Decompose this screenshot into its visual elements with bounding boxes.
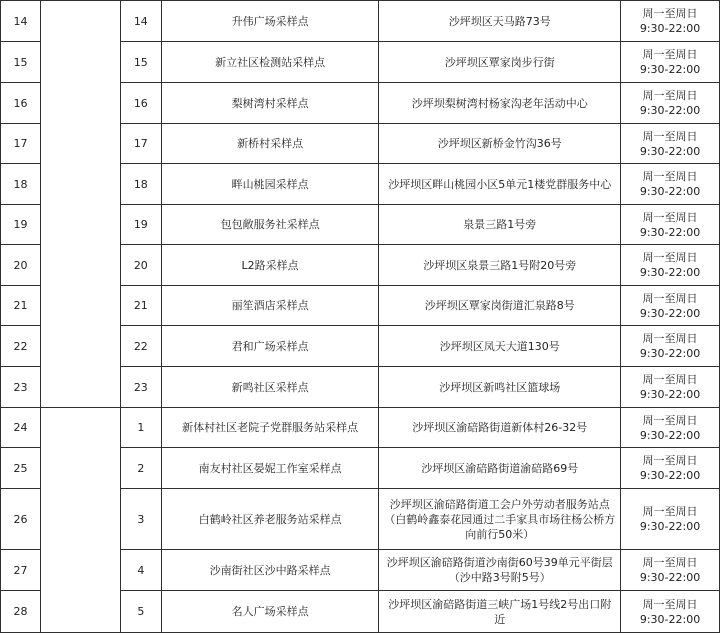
hours-days: 周一至周日 — [642, 373, 698, 386]
hours-time: 9:30-22:00 — [639, 612, 701, 626]
site-name-cell: L2路采样点 — [161, 245, 379, 286]
hours-time: 9:30-22:00 — [639, 144, 701, 158]
row-number-cell: 27 — [1, 550, 41, 591]
table-row — [1, 367, 720, 408]
sub-number-cell: 4 — [120, 550, 161, 591]
site-name-cell: 白鹤岭社区养老服务站采样点 — [161, 489, 379, 550]
sub-number-cell: 3 — [120, 489, 161, 550]
hours-days: 周一至周日 — [642, 210, 698, 224]
site-name-cell: 新桥村采样点 — [161, 124, 379, 164]
table-row — [1, 448, 720, 489]
table-row — [1, 489, 720, 550]
group-cell — [40, 164, 120, 205]
hours-days: 周一至周日 — [642, 597, 698, 611]
address-cell: 沙坪坝区渝碚路街道工会户外劳动者服务站点（白鹤岭鑫泰花园通过二手家具市场往杨公桥方向前行50米） — [379, 489, 621, 550]
hours-time: 9:30-22:00 — [639, 104, 701, 117]
group-cell — [40, 591, 120, 633]
site-name-cell: 新体村社区老院子党群服务站采样点 — [161, 408, 379, 448]
address-cell: 沙坪坝区新桥金竹沟36号 — [379, 124, 621, 164]
table-row — [1, 205, 720, 245]
address-cell: 沙坪坝区泉景三路1号附20号旁 — [379, 245, 621, 286]
hours-cell — [621, 367, 720, 408]
address-cell: 沙坪坝区渝碚路街道三峡广场1号线2号出口附近 — [379, 591, 621, 633]
row-number-cell: 14 — [1, 1, 41, 42]
table-row — [1, 286, 720, 326]
site-name-cell: 名人广场采样点 — [161, 591, 379, 633]
site-name-cell: 畔山桃园采样点 — [161, 164, 379, 205]
table-row — [1, 550, 720, 591]
hours-cell — [621, 408, 720, 448]
table-row — [1, 42, 720, 83]
sub-number-cell: 16 — [120, 83, 161, 124]
table-row — [1, 1, 720, 42]
address-cell: 沙坪坝区渝碚路街道沙南街60号39单元平街层（沙中路3号附5号） — [379, 550, 621, 591]
table-row — [1, 164, 720, 205]
site-name-cell: 丽笙酒店采样点 — [161, 286, 379, 326]
row-number-cell: 18 — [1, 164, 41, 205]
hours-time: 9:30-22:00 — [639, 266, 701, 279]
hours-days: 周一至周日 — [642, 251, 698, 264]
hours-time: 9:30-22:00 — [639, 571, 701, 584]
hours-days: 周一至周日 — [642, 505, 698, 518]
table-row — [1, 124, 720, 164]
hours-time: 9:30-22:00 — [639, 185, 701, 198]
address-cell: 沙坪坝区畔山桃园小区5单元1楼党群服务中心 — [379, 164, 621, 205]
sub-number-cell: 23 — [120, 367, 161, 408]
hours-days: 周一至周日 — [642, 170, 698, 183]
sub-number-cell: 14 — [120, 1, 161, 42]
hours-days: 周一至周日 — [642, 291, 698, 305]
address-cell: 沙坪坝区覃家岗步行街 — [379, 42, 621, 83]
row-number-cell: 20 — [1, 245, 41, 286]
hours-time: 9:30-22:00 — [639, 347, 701, 360]
group-cell — [40, 286, 120, 326]
hours-cell — [621, 448, 720, 489]
hours-days: 周一至周日 — [642, 332, 698, 345]
address-cell: 沙坪坝区渝碚路街道新体村26-32号 — [379, 408, 621, 448]
sub-number-cell: 20 — [120, 245, 161, 286]
hours-days: 周一至周日 — [642, 454, 698, 467]
hours-time: 9:30-22:00 — [639, 306, 701, 320]
hours-time: 9:30-22:00 — [639, 520, 701, 533]
hours-days: 周一至周日 — [642, 556, 698, 569]
group-cell — [40, 326, 120, 367]
address-cell: 沙坪坝梨树湾村杨家沟老年活动中心 — [379, 83, 621, 124]
hours-time: 9:30-22:00 — [639, 63, 701, 76]
address-cell: 泉景三路1号旁 — [379, 205, 621, 245]
row-number-cell: 23 — [1, 367, 41, 408]
sub-number-cell: 15 — [120, 42, 161, 83]
sub-number-cell: 5 — [120, 591, 161, 633]
hours-cell — [621, 489, 720, 550]
sub-number-cell: 21 — [120, 286, 161, 326]
hours-days: 周一至周日 — [642, 129, 698, 143]
hours-time: 9:30-22:00 — [639, 388, 701, 401]
group-cell — [40, 408, 120, 448]
table-body — [1, 1, 720, 633]
hours-time: 9:30-22:00 — [639, 225, 701, 239]
site-name-cell: 新鸣社区采样点 — [161, 367, 379, 408]
site-name-cell: 君和广场采样点 — [161, 326, 379, 367]
row-number-cell: 15 — [1, 42, 41, 83]
row-number-cell: 26 — [1, 489, 41, 550]
sub-number-cell: 19 — [120, 205, 161, 245]
table-row — [1, 326, 720, 367]
group-cell — [40, 83, 120, 124]
row-number-cell: 28 — [1, 591, 41, 633]
hours-cell — [621, 326, 720, 367]
sub-number-cell: 18 — [120, 164, 161, 205]
hours-time: 9:30-22:00 — [639, 428, 701, 442]
row-number-cell: 22 — [1, 326, 41, 367]
address-cell: 沙坪坝区覃家岗街道汇泉路8号 — [379, 286, 621, 326]
sub-number-cell: 17 — [120, 124, 161, 164]
group-cell — [40, 550, 120, 591]
hours-time: 9:30-22:00 — [639, 22, 701, 35]
address-cell: 沙坪坝区天马路73号 — [379, 1, 621, 42]
group-cell — [40, 448, 120, 489]
site-name-cell: 新立社区检测站采样点 — [161, 42, 379, 83]
hours-cell — [621, 164, 720, 205]
address-cell: 沙坪坝区新鸣社区篮球场 — [379, 367, 621, 408]
group-cell — [40, 245, 120, 286]
hours-cell — [621, 124, 720, 164]
hours-cell — [621, 42, 720, 83]
hours-cell — [621, 286, 720, 326]
group-cell — [40, 367, 120, 408]
hours-days: 周一至周日 — [642, 89, 698, 102]
hours-cell — [621, 83, 720, 124]
table-row — [1, 591, 720, 633]
hours-cell — [621, 1, 720, 42]
table-row — [1, 245, 720, 286]
sub-number-cell: 22 — [120, 326, 161, 367]
site-name-cell: 梨树湾村采样点 — [161, 83, 379, 124]
hours-cell — [621, 205, 720, 245]
group-cell — [40, 489, 120, 550]
row-number-cell: 17 — [1, 124, 41, 164]
hours-days: 周一至周日 — [642, 7, 698, 20]
row-number-cell: 25 — [1, 448, 41, 489]
site-name-cell: 南友村社区晏妮工作室采样点 — [161, 448, 379, 489]
group-cell — [40, 205, 120, 245]
hours-time: 9:30-22:00 — [639, 469, 701, 482]
table-row — [1, 83, 720, 124]
sub-number-cell: 1 — [120, 408, 161, 448]
site-name-cell: 包包敞服务社采样点 — [161, 205, 379, 245]
hours-cell — [621, 245, 720, 286]
group-cell — [40, 42, 120, 83]
hours-days: 周一至周日 — [642, 48, 698, 61]
sub-number-cell: 2 — [120, 448, 161, 489]
group-cell — [40, 1, 120, 42]
hours-days: 周一至周日 — [642, 413, 698, 427]
site-name-cell: 沙南街社区沙中路采样点 — [161, 550, 379, 591]
site-name-cell: 升伟广场采样点 — [161, 1, 379, 42]
address-cell: 沙坪坝区凤天大道130号 — [379, 326, 621, 367]
address-cell: 沙坪坝区渝碚路街道渝碚路69号 — [379, 448, 621, 489]
row-number-cell: 16 — [1, 83, 41, 124]
row-number-cell: 21 — [1, 286, 41, 326]
hours-cell — [621, 591, 720, 633]
hours-cell — [621, 550, 720, 591]
table-row — [1, 408, 720, 448]
row-number-cell: 24 — [1, 408, 41, 448]
group-cell — [40, 124, 120, 164]
row-number-cell: 19 — [1, 205, 41, 245]
